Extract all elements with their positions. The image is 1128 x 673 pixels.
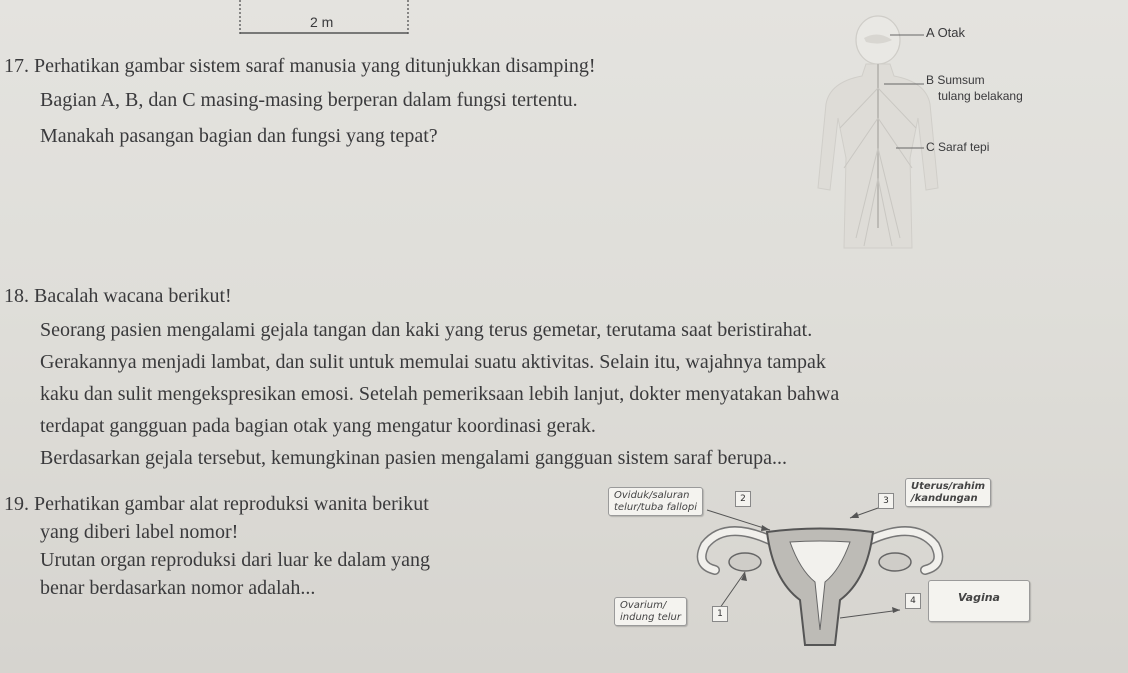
passage-line: Seorang pasien mengalami gejala tangan dan kaki yang terus gemetar, terutama saat beristirahat. bbox=[40, 319, 813, 341]
label-ovarium: Ovarium/ indung telur bbox=[614, 597, 687, 626]
passage-line: Berdasarkan gejala tersebut, kemungkinan pasien mengalami gangguan sistem saraf berupa... bbox=[40, 447, 787, 469]
label-saraf-tepi: C Saraf tepi bbox=[926, 140, 990, 154]
question-text: Perhatikan gambar alat reproduksi wanita berikut bbox=[34, 493, 429, 515]
question-text: Bagian A, B, dan C masing-masing berperan dalam fungsi tertentu. bbox=[40, 89, 578, 111]
question-number: 17. bbox=[4, 55, 29, 77]
label-vagina: Vagina bbox=[928, 580, 1030, 622]
label-sumsum-line2: tulang belakang bbox=[938, 89, 1023, 103]
question-intro: Bacalah wacana berikut! bbox=[34, 285, 232, 307]
number-label-4: 4 bbox=[905, 593, 921, 609]
question-text: Manakah pasangan bagian dan fungsi yang tepat? bbox=[40, 125, 438, 147]
label-oviduk: Oviduk/saluran telur/tuba fallopi bbox=[608, 487, 703, 516]
question-text: Urutan organ reproduksi dari luar ke dalam yang bbox=[40, 549, 431, 571]
question-text: Perhatikan gambar sistem saraf manusia yang ditunjukkan disamping! bbox=[34, 55, 596, 77]
label-uterus: Uterus/rahim /kandungan bbox=[905, 478, 991, 507]
scale-label: 2 m bbox=[310, 14, 334, 30]
label-sumsum: B Sumsum bbox=[926, 73, 985, 87]
number-label-3: 3 bbox=[878, 493, 894, 509]
question-text: yang diberi label nomor! bbox=[40, 521, 239, 543]
label-otak: A Otak bbox=[926, 25, 966, 40]
passage-line: terdapat gangguan pada bagian otak yang mengatur koordinasi gerak. bbox=[40, 415, 596, 437]
number-label-1: 1 bbox=[712, 606, 728, 622]
number-label-2: 2 bbox=[735, 491, 751, 507]
figure-pointer-lines bbox=[870, 25, 930, 165]
question-number: 18. bbox=[4, 285, 29, 307]
passage-line: kaku dan sulit mengekspresikan emosi. Setelah pemeriksaan lebih lanjut, dokter menyatakan bahwa bbox=[40, 383, 840, 405]
question-text: benar berdasarkan nomor adalah... bbox=[40, 577, 316, 599]
question-number: 19. bbox=[4, 493, 29, 515]
passage-line: Gerakannya menjadi lambat, dan sulit untuk memulai suatu aktivitas. Selain itu, wajahnya tampak bbox=[40, 351, 826, 373]
